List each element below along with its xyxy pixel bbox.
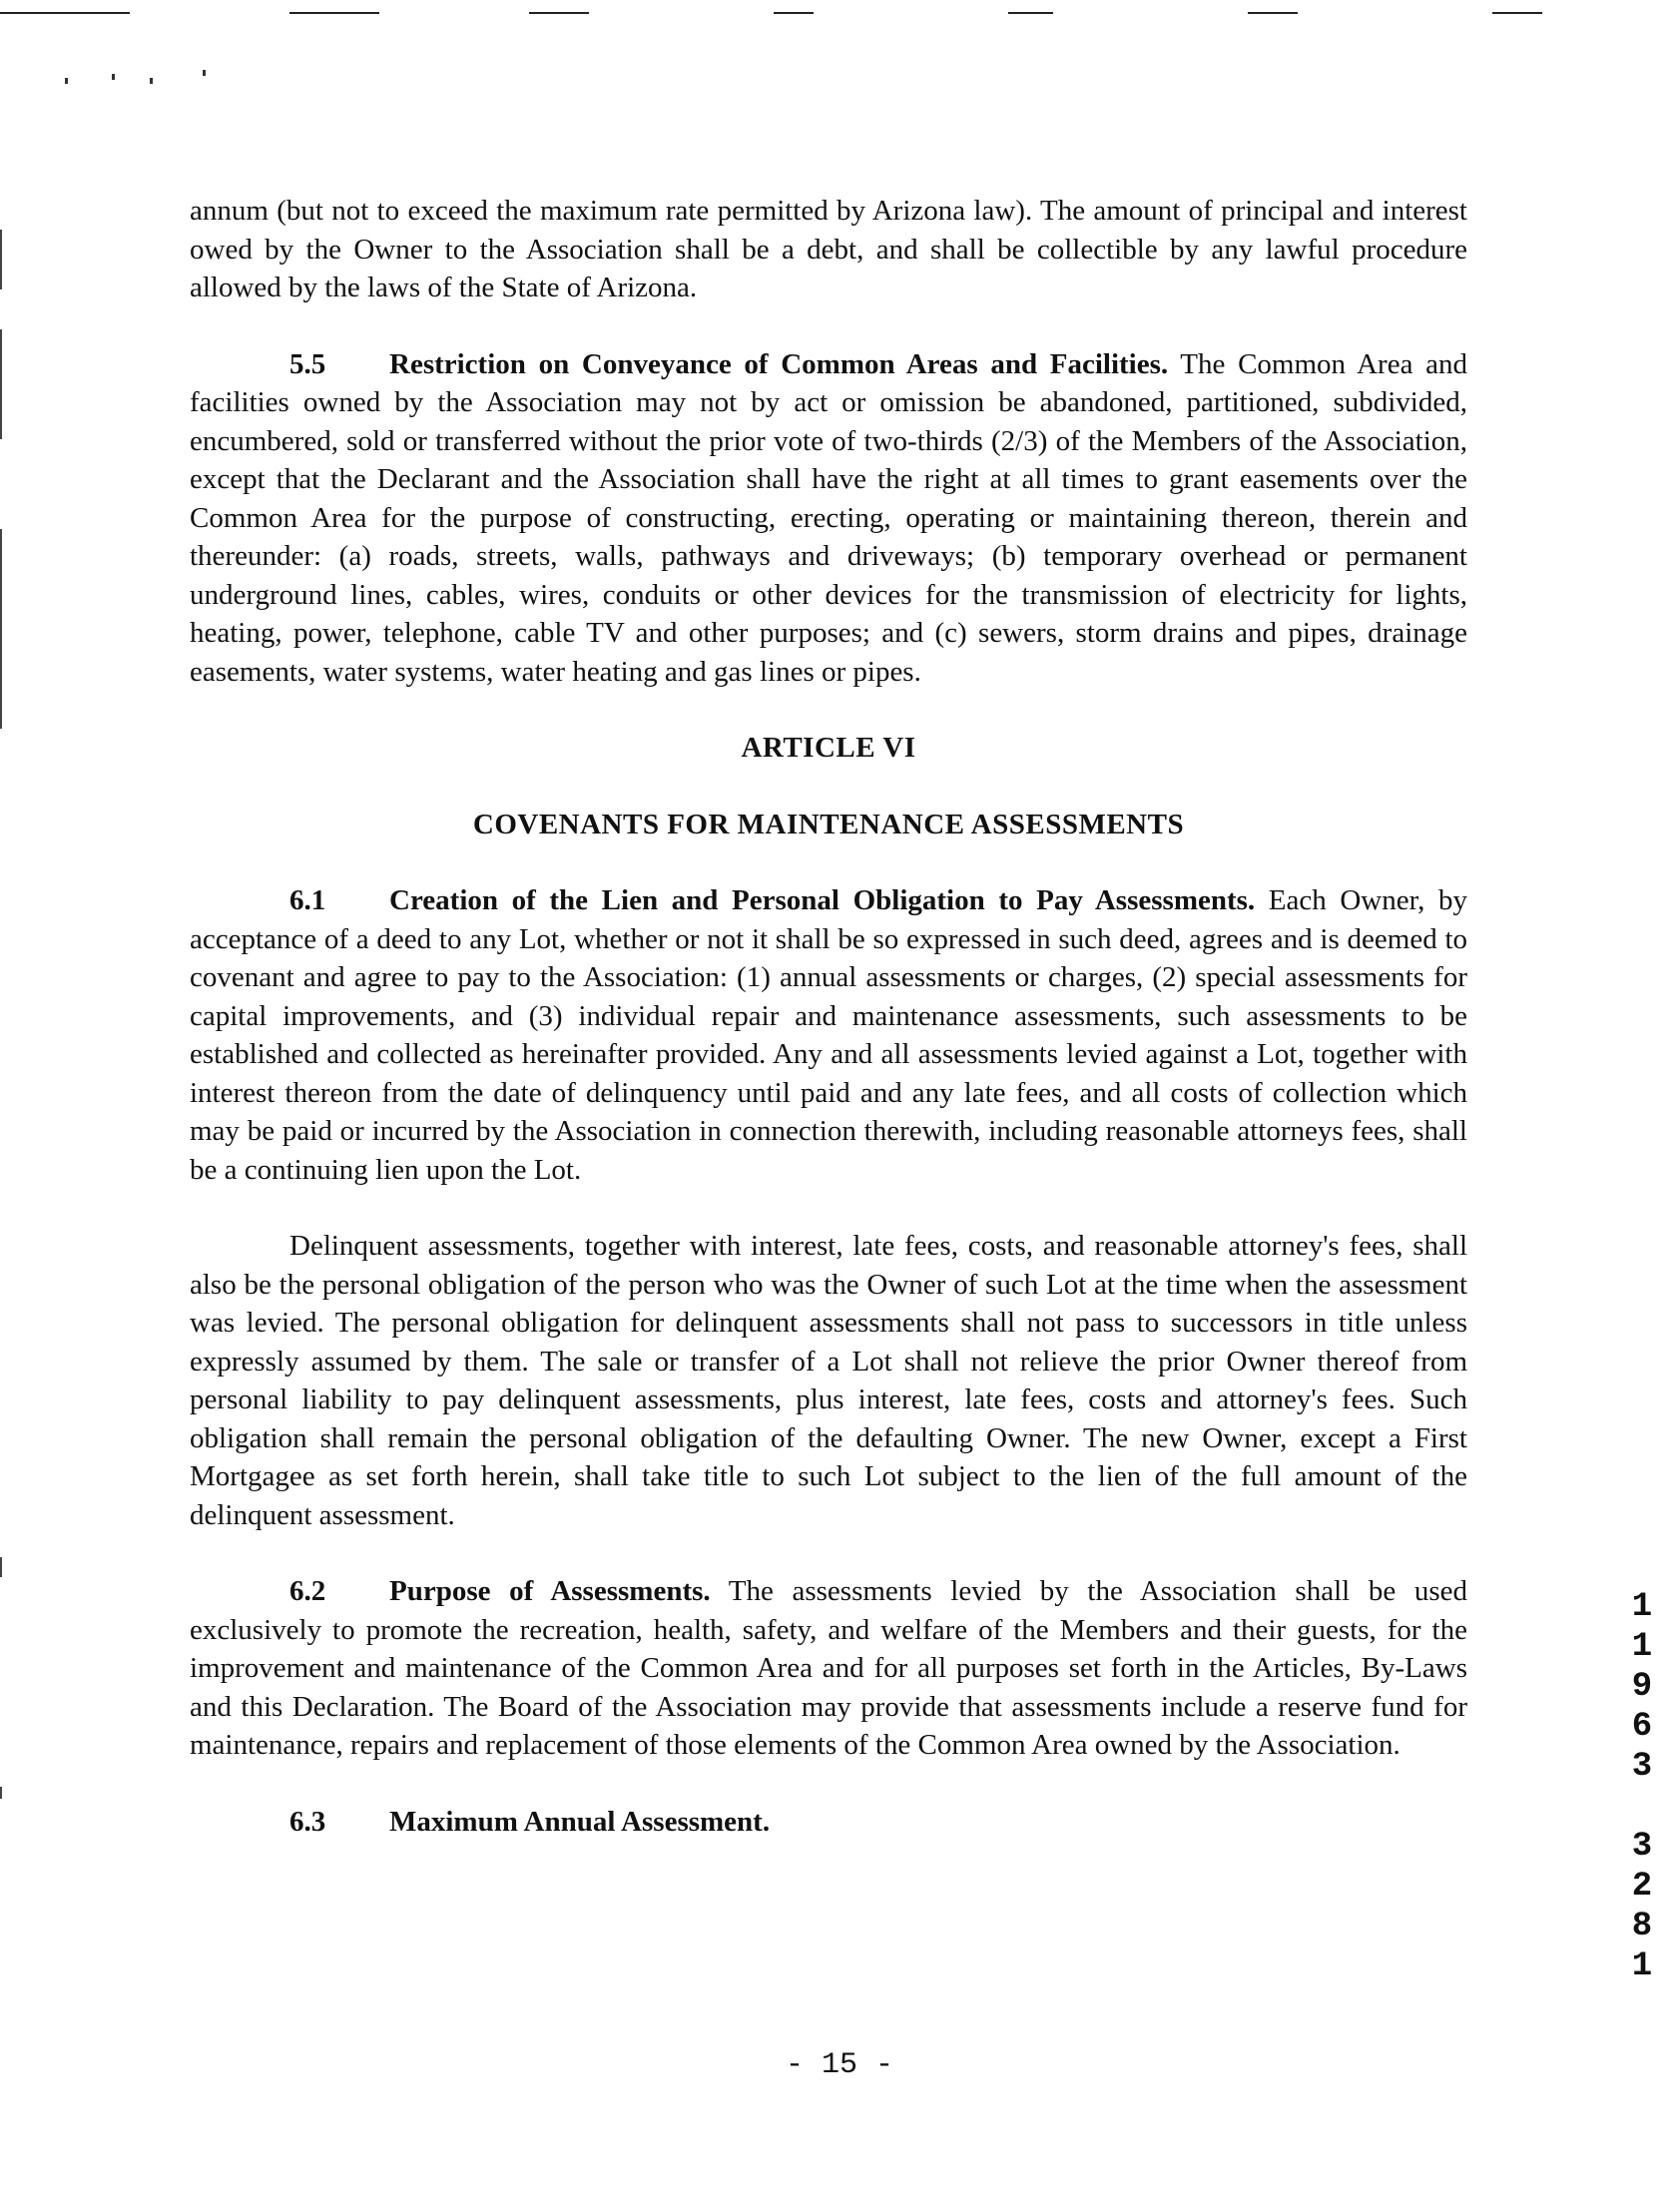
stamp-digit: 1 — [1631, 1588, 1653, 1626]
stamp-digit: 1 — [1631, 1628, 1653, 1666]
document-body — [190, 192, 1467, 1879]
scan-margin-line — [0, 1787, 2, 1799]
page-number: - 15 - — [785, 2048, 894, 2082]
section-6-3 — [190, 1803, 1467, 1842]
scan-artifact-dot — [112, 74, 115, 80]
section-text: The assessments levied by the Association shall be used exclusively to promote the recreation, health, safety, and welfare of the Members and their guests, for the improvement and maintenance of the Common Area and for all purposes set forth in the Articles, By-Laws and this Declaration. The Board of the Association may provide that assessments include a reserve fund for maintenance, repairs and replacement of those elements of the Common Area owned by the Association. — [190, 1575, 1467, 1761]
section-number: 6.3 — [289, 1805, 326, 1838]
stamp-digit: 8 — [1631, 1908, 1653, 1945]
section-number: 5.5 — [289, 347, 326, 380]
scan-artifact-line — [1492, 12, 1542, 14]
recording-stamp — [1622, 1587, 1662, 1986]
article-title: COVENANTS FOR MAINTENANCE ASSESSMENTS — [472, 808, 1185, 840]
stamp-digit: 3 — [1631, 1828, 1653, 1866]
stamp-digit: 1 — [1631, 1947, 1653, 1985]
intro-paragraph: annum (but not to exceed the maximum rate permitted by Arizona law). The amount of principal and interest owed by the Owner to the Association shall be a debt, and shall be collectible by any lawful procedure allowed by the laws of the State of Arizona. — [190, 195, 1467, 303]
scan-artifact-line — [1248, 12, 1298, 14]
section-5-5 — [190, 345, 1467, 692]
section-6-2 — [190, 1572, 1467, 1765]
delinquent-paragraph: Delinquent assessments, together with interest, late fees, costs, and reasonable attorney's fees, shall also be the personal obligation of the person who was the Owner of such Lot at the time when the assessment was levied. The personal obligation for delinquent assessments shall not pass to successors in title unless expressly assumed by them. The sale or transfer of a Lot shall not relieve the prior Owner thereof from personal liability to pay delinquent assessments, plus interest, late fees, costs and attorney's fees. Such obligation shall remain the personal obligation of the defaulting Owner. The new Owner, except a First Mortgagee as set forth herein, shall take title to such Lot subject to the lien of the full amount of the delinquent assessment. — [190, 1230, 1467, 1531]
scan-artifact-dot — [65, 78, 68, 84]
section-title: Creation of the Lien and Personal Obligation to Pay Assessments. — [389, 884, 1256, 916]
section-title: Purpose of Assessments. — [389, 1575, 711, 1607]
stamp-gap — [1622, 1787, 1662, 1827]
scan-artifact-line — [774, 12, 814, 14]
section-title: Restriction on Conveyance of Common Areas and Facilities. — [389, 347, 1169, 380]
scan-artifact-dot — [203, 70, 206, 76]
stamp-digit: 3 — [1631, 1748, 1653, 1786]
scan-artifact-line — [1008, 12, 1053, 14]
section-text: The Common Area and facilities owned by the Association may not by act or omission be abandoned, partitioned, subdivided, encumbered, sold or transferred without the prior vote of two-thirds (2/3) of the Members of the Association, except that the Declarant and the Association shall have the right at all times to grant easements over the Common Area for the purpose of constructing, erecting, operating or maintaining thereon, therein and thereunder: (a) roads, streets, walls, pathways and driveways; (b) temporary overhead or permanent underground lines, cables, wires, conduits or other devices for the transmission of electricity for lights, heating, power, telephone, cable TV and other purposes; and (c) sewers, storm drains and pipes, drainage easements, water systems, water heating and gas lines or pipes. — [190, 347, 1467, 688]
section-text: Each Owner, by acceptance of a deed to any Lot, whether or not it shall be so expressed in such deed, agrees and is deemed to covenant and agree to pay to the Association: (1) annual assessments or charges, (2) special assessments for capital improvements, and (3) individual repair and maintenance assessments, such assessments to be established and collected as hereinafter provided. Any and all assessments levied against a Lot, together with interest thereon from the date of delinquency until paid and any late fees, and all costs of collection which may be paid or incurred by the Association in connection therewith, including reasonable attorneys fees, shall be a continuing lien upon the Lot. — [190, 884, 1467, 1186]
scan-margin-line — [0, 529, 2, 729]
stamp-digit: 2 — [1631, 1868, 1653, 1906]
article-heading: ARTICLE VI — [741, 732, 916, 764]
section-6-1 — [190, 881, 1467, 1189]
scan-artifact-dot — [150, 78, 153, 84]
section-number: 6.2 — [289, 1575, 326, 1607]
scan-artifact-line — [529, 12, 589, 14]
section-number: 6.1 — [289, 884, 326, 916]
stamp-digit: 9 — [1631, 1668, 1653, 1706]
scan-margin-line — [0, 230, 2, 289]
section-title: Maximum Annual Assessment. — [389, 1805, 771, 1838]
scan-artifact-line — [289, 12, 379, 14]
scan-margin-line — [0, 1557, 2, 1577]
scan-margin-line — [0, 329, 2, 439]
scan-artifact-line — [0, 12, 130, 14]
stamp-digit: 6 — [1631, 1708, 1653, 1746]
